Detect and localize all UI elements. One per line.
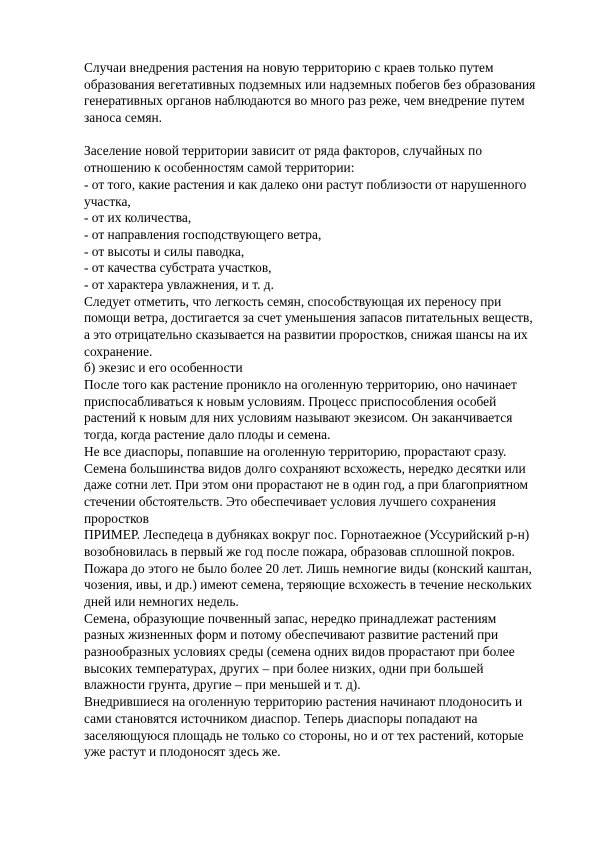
text-line: дней или немногих недель.	[84, 594, 239, 609]
text-line: Семена большинства видов долго сохраняют всхожесть, нередко десятки или	[84, 460, 526, 476]
text-line: разных жизненных форм и потому обеспечивают развитие растений при	[84, 627, 499, 643]
text-line: Семена, образующие почвенный запас, нередко принадлежат растениям	[84, 610, 497, 626]
text-line: проростков	[84, 510, 149, 526]
text-line: Не все диаспоры, попавшие на оголенную территорию, прорастают сразу.	[84, 443, 507, 459]
text-line: растений к новым для них условиям называют экезисом. Он заканчивается	[84, 410, 513, 426]
text-line: разнообразных условиях среды (семена одних видов прорастают при более	[84, 644, 515, 660]
text-line: возобновилась в первый же год после пожара, образовав сплошной покров.	[84, 543, 515, 559]
text-line: сохранение.	[84, 343, 153, 359]
text-line: Случаи внедрения растения на новую территорию с краев только путем	[84, 60, 494, 75]
text-line: Внедрившиеся на оголенную территорию растения начинают плодоносить и	[84, 694, 523, 710]
text-line: - от качества субстрата участков,	[84, 260, 272, 276]
paragraph-main	[84, 143, 533, 760]
text-line: - от направления господствующего ветра,	[84, 226, 322, 242]
text-line: даже сотни лет. При этом они прорастают не в один год, а при благоприятном	[84, 477, 528, 493]
text-line: сами становятся источником диаспор. Теперь диаспоры попадают на	[84, 710, 478, 726]
text-line: уже растут и плодоносят здесь же.	[84, 744, 281, 760]
text-line: - от того, какие растения и как далеко они растут поблизости от нарушенного	[84, 176, 527, 192]
paragraph-spacer	[84, 127, 526, 144]
text-line: образования вегетативных подземных или надземных побегов без образования	[84, 76, 536, 92]
text-line: стечении обстоятельств. Это обеспечивает условия лучшего сохранения	[84, 493, 496, 509]
paragraph-intro	[84, 60, 536, 127]
text-line: участка,	[84, 193, 131, 209]
text-line: заселяющуюся площадь не только со стороны, но и от тех растений, которые	[84, 727, 524, 743]
text-line: - от характера увлажнения, и т. д.	[84, 276, 274, 292]
text-line: Пожара до этого не было более 20 лет. Лишь немногие виды (конский каштан,	[84, 560, 532, 576]
text-line: б) экезис и его особенности	[84, 360, 243, 376]
text-line: генеративных органов наблюдаются во много раз реже, чем внедрение путем	[84, 93, 525, 109]
text-line: заноса семян.	[84, 110, 163, 126]
text-line: тогда, когда растение дало плоды и семена.	[84, 427, 331, 443]
text-line: После того как растение проникло на оголенную территорию, оно начинает	[84, 377, 517, 393]
document-body	[84, 60, 536, 761]
text-line: высоких температурах, других – при более низких, одни при большей	[84, 660, 484, 676]
text-line: чозения, ивы, и др.) имеют семена, теряющие всхожесть в течение нескольких	[84, 577, 532, 593]
text-line: - от их количества,	[84, 210, 192, 226]
text-line: Следует отметить, что легкость семян, способствующая их переносу при	[84, 293, 502, 309]
text-line: приспосабливаться к новым условиям. Процесс приспособления особей	[84, 393, 497, 409]
text-line: а это отрицательно сказывается на развитии проростков, снижая шансы на их	[84, 327, 528, 342]
text-line: - от высоты и силы паводка,	[84, 243, 245, 259]
text-line: влажности грунта, другие – при меньшей и т. д).	[84, 677, 361, 693]
text-line: помощи ветра, достигается за счет уменьшения запасов питательных веществ,	[84, 310, 533, 326]
text-line: отношению к особенностям самой территории:	[84, 160, 355, 176]
text-line: ПРИМЕР. Леспедеца в дубняках вокруг пос. Горнотаежное (Уссурийский р-н)	[84, 527, 530, 543]
text-line: Заселение новой территории зависит от ряда факторов, случайных по	[84, 143, 483, 159]
